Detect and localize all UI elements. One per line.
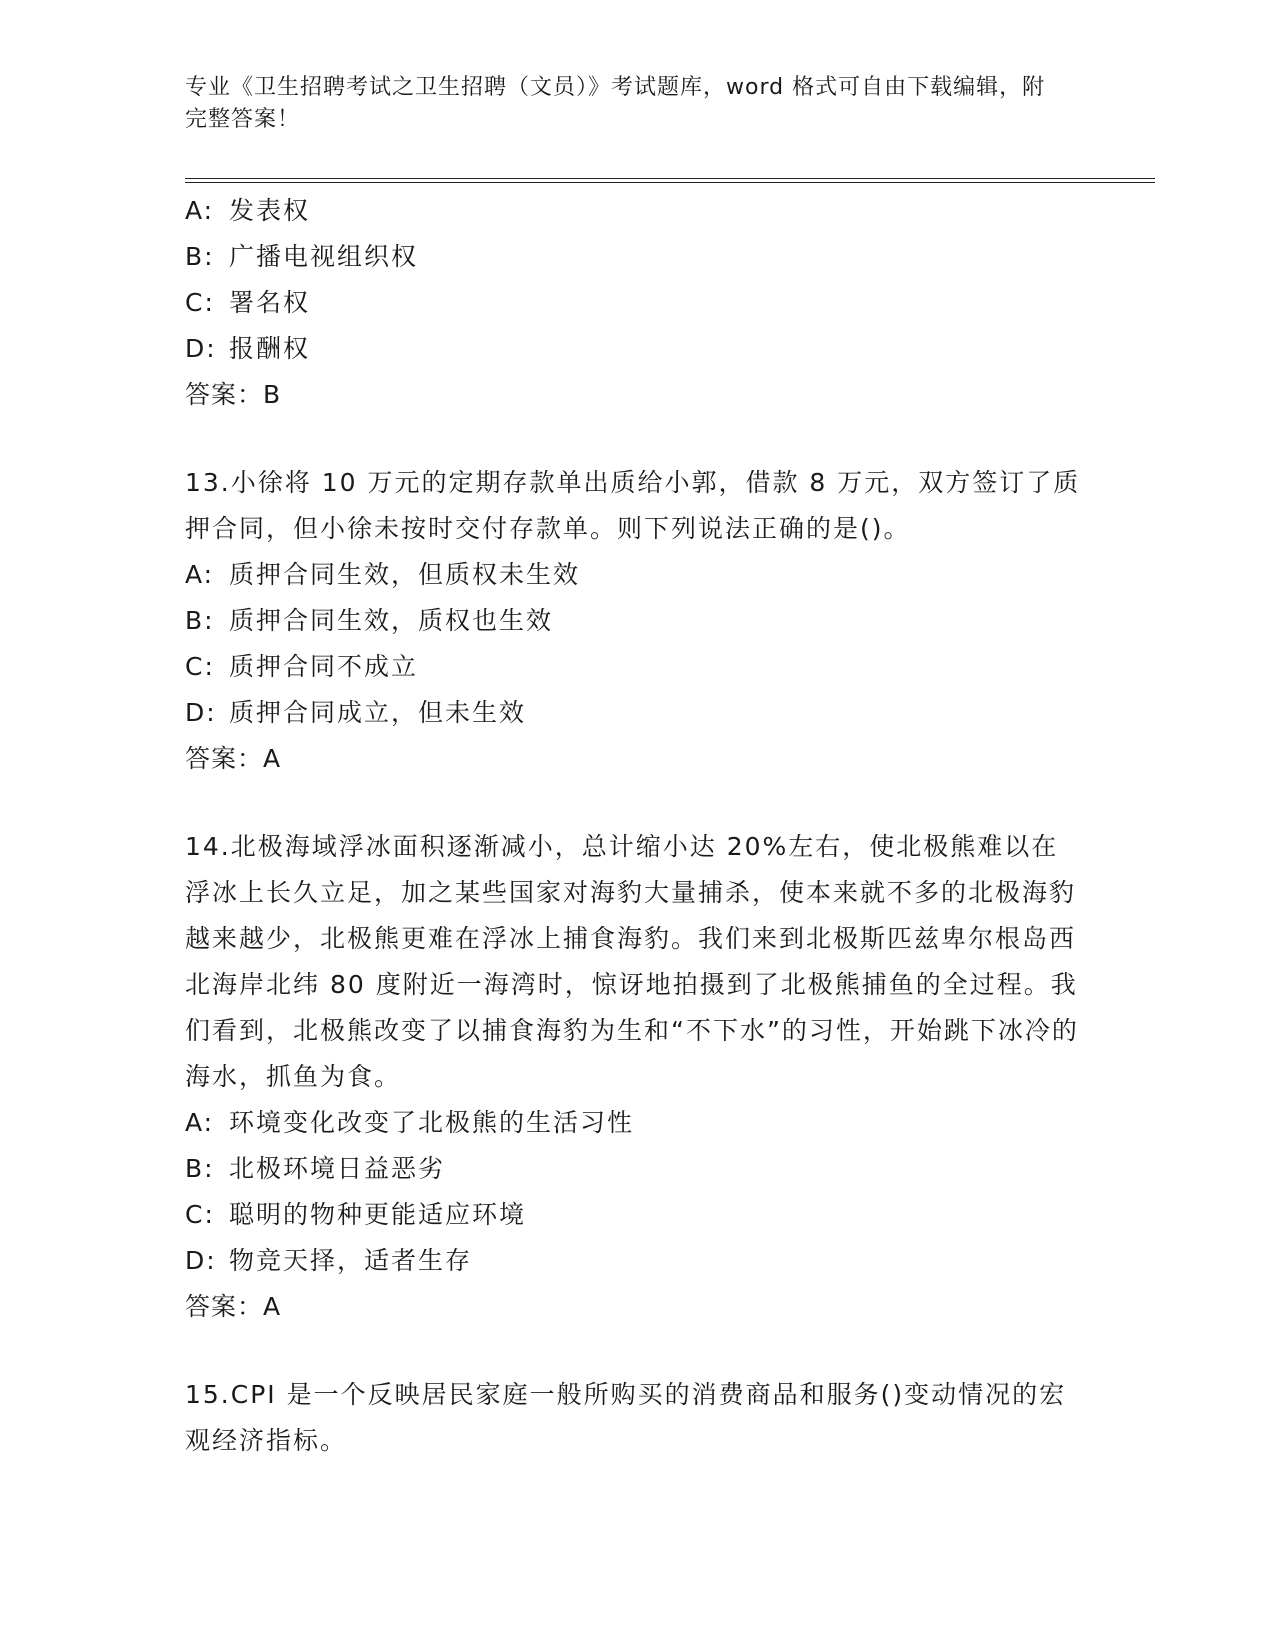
question-13-option-c: C: 质押合同不成立 [185, 652, 419, 681]
question-13-option-b: B: 质押合同生效，质权也生效 [185, 606, 554, 635]
question-14-stem: 14.北极海域浮冰面积逐渐减小，总计缩小达 20%左右，使北极熊难以在浮冰上长久立足，加之某些国家对海豹大量捕杀，使本来就不多的北极海豹越来越少，北极熊更难在浮冰上捕食海豹。我们来到北极斯匹兹卑尔根岛西北海岸北纬 80 度附近一海湾时，惊讶地拍摄到了北极熊捕鱼的全过程。我们看到，北极熊改变了以捕食海豹为生和“不下水”的习性，开始跳下冰冷的海水，抓鱼为食。 [185, 832, 1079, 1091]
header-double-rule [185, 178, 1155, 183]
question-12-option-d: D: 报酬权 [185, 334, 311, 363]
question-12-answer: 答案：B [185, 380, 282, 409]
question-13-stem: 13.小徐将 10 万元的定期存款单出质给小郭，借款 8 万元，双方签订了质押合同，但小徐未按时交付存款单。则下列说法正确的是()。 [185, 468, 1081, 543]
question-content [185, 188, 1085, 1464]
question-14-option-d: D: 物竞天择，适者生存 [185, 1246, 473, 1275]
question-14-answer: 答案：A [185, 1292, 282, 1321]
document-header-description: 专业《卫生招聘考试之卫生招聘（文员）》考试题库，word 格式可自由下载编辑，附完整答案！ [185, 75, 1046, 132]
question-13 [185, 460, 1085, 782]
question-13-option-a: A: 质押合同生效，但质权未生效 [185, 560, 581, 589]
question-12-option-c: C: 署名权 [185, 288, 311, 317]
question-12-option-b: B: 广播电视组织权 [185, 242, 419, 271]
question-14-option-b: B: 北极环境日益恶劣 [185, 1154, 446, 1183]
question-14-option-c: C: 聪明的物种更能适应环境 [185, 1200, 527, 1229]
question-13-answer: 答案：A [185, 744, 282, 773]
question-13-option-d: D: 质押合同成立，但未生效 [185, 698, 527, 727]
question-12-option-a: A: 发表权 [185, 196, 311, 225]
question-15 [185, 1372, 1085, 1464]
question-12 [185, 188, 1085, 418]
question-14-option-a: A: 环境变化改变了北极熊的生活习性 [185, 1108, 635, 1137]
question-15-stem: 15.CPI 是一个反映居民家庭一般所购买的消费商品和服务()变动情况的宏观经济指标。 [185, 1380, 1067, 1455]
question-14 [185, 824, 1085, 1330]
